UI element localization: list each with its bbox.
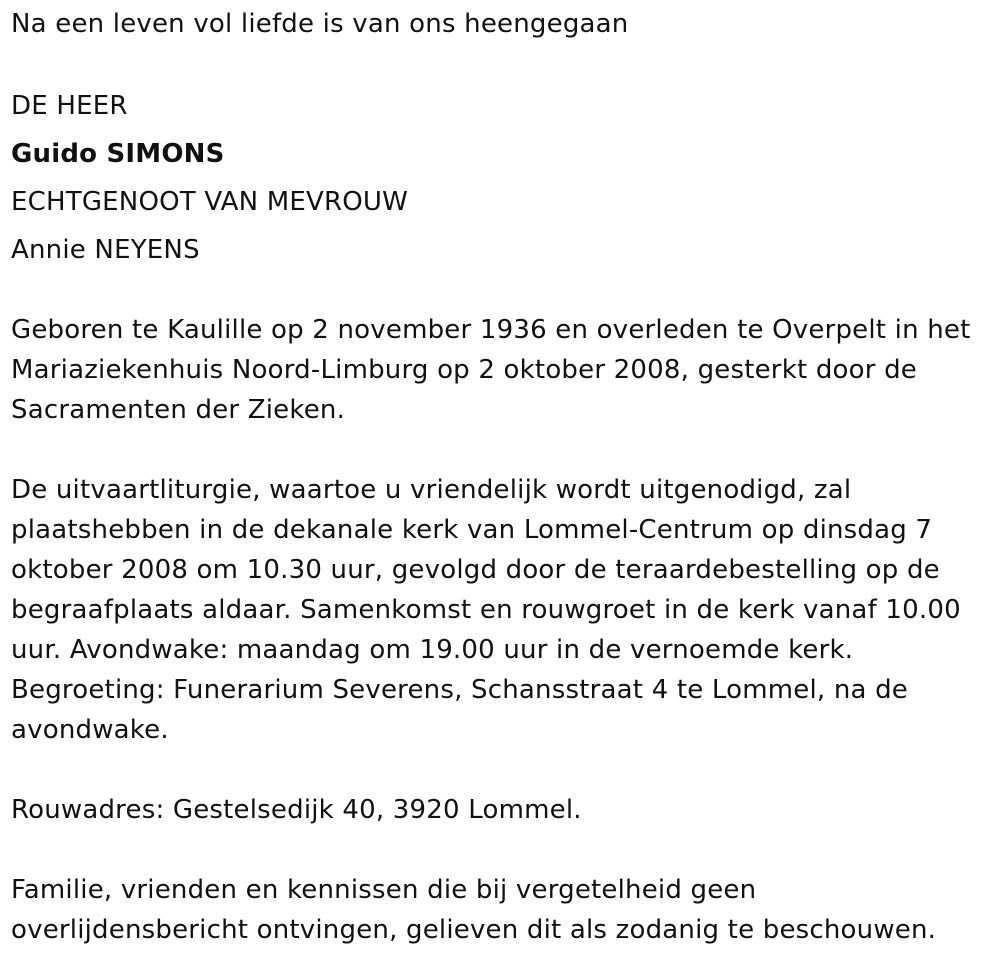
deceased-name: Guido SIMONS	[11, 139, 225, 169]
birth-death-paragraph	[11, 310, 986, 430]
paragraph-line: plaatshebben in de dekanale kerk van Lommel-Centrum op dinsdag 7	[11, 515, 933, 545]
spouse-label: ECHTGENOOT VAN MEVROUW	[11, 187, 409, 217]
spouse-name: Annie NEYENS	[11, 235, 200, 265]
paragraph-line: overlijdensbericht ontvingen, gelieven dit als zodanig te beschouwen.	[11, 915, 937, 945]
paragraph-line: De uitvaartliturgie, waartoe u vriendelijk wordt uitgenodigd, zal	[11, 475, 852, 505]
title-prefix: DE HEER	[11, 91, 128, 121]
closing-paragraph	[11, 870, 986, 950]
paragraph-line: uur. Avondwake: maandag om 19.00 uur in de vernoemde kerk.	[11, 635, 854, 665]
paragraph-line: begraafplaats aldaar. Samenkomst en rouwgroet in de kerk vanaf 10.00	[11, 595, 961, 625]
paragraph-line: Sacramenten der Zieken.	[11, 395, 346, 425]
paragraph-line: Geboren te Kaulille op 2 november 1936 en overleden te Overpelt in het	[11, 315, 971, 345]
intro-text: Na een leven vol liefde is van ons heengegaan	[11, 9, 629, 39]
paragraph-line: Mariaziekenhuis Noord-Limburg op 2 oktober 2008, gesterkt door de	[11, 355, 917, 385]
mourning-address: Rouwadres: Gestelsedijk 40, 3920 Lommel.	[11, 795, 582, 825]
paragraph-line: Familie, vrienden en kennissen die bij vergetelheid geen	[11, 875, 757, 905]
paragraph-line: Begroeting: Funerarium Severens, Schansstraat 4 te Lommel, na de	[11, 675, 908, 705]
paragraph-line: oktober 2008 om 10.30 uur, gevolgd door de teraardebestelling op de	[11, 555, 940, 585]
paragraph-line: avondwake.	[11, 715, 169, 745]
funeral-paragraph	[11, 470, 986, 750]
